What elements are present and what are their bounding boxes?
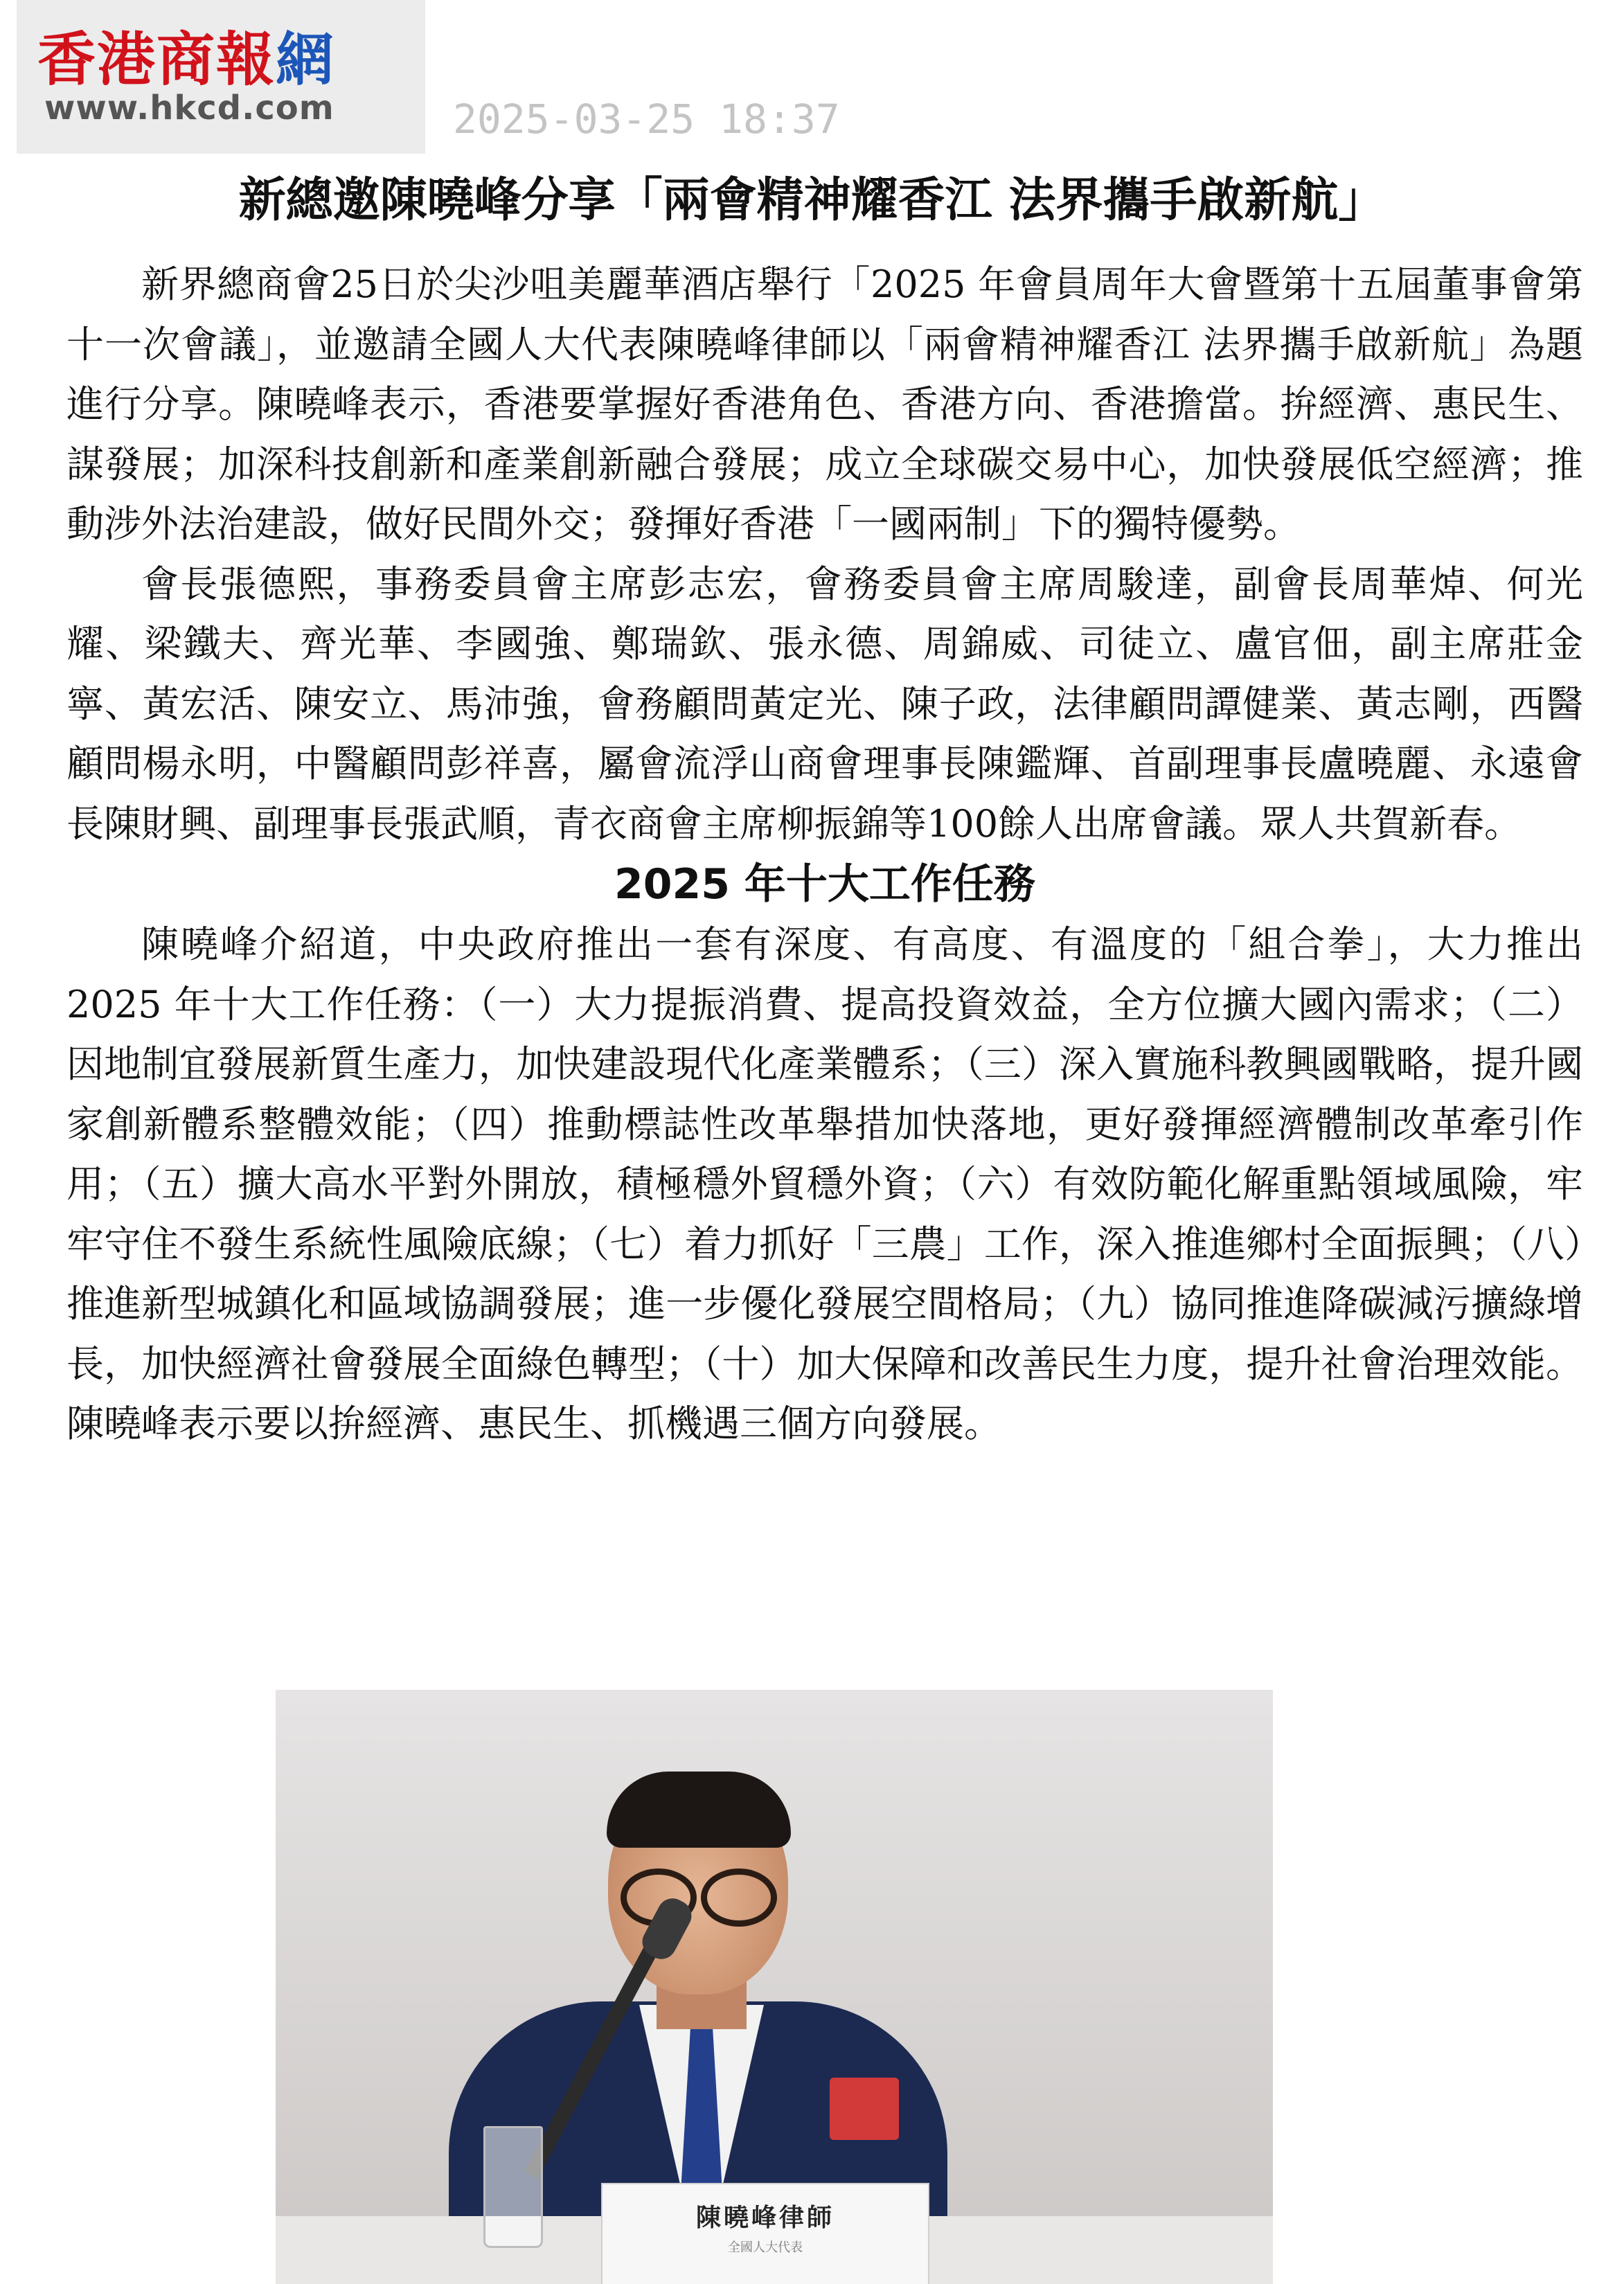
nameplate-role: 全國人大代表 bbox=[728, 2240, 803, 2255]
logo-wordmark: 香港商報網 bbox=[37, 25, 336, 93]
paragraph-1: 新界總商會25日於尖沙咀美麗華酒店舉行「2025 年會員周年大會暨第十五屆董事會第十一次會議」，並邀請全國人大代表陳曉峰律師以「兩會精神耀香江 法界攜手啟新航」為題進行分享。陳曉峰表示，香港要掌握好香港角色、香港方向、香港擔當。拚經濟、惠民生、謀發展；加深科技創新和產業創新融合發展；成立全球碳交易中心，加快發展低空經濟；推動涉外法治建設，做好民間外交；發揮好香港「一國兩制」下的獨特優勢。 bbox=[66, 262, 1583, 546]
section-subheading: 2025 年十大工作任務 bbox=[614, 860, 1035, 909]
site-logo[interactable] bbox=[17, 0, 425, 154]
article-photo bbox=[276, 1690, 1273, 2284]
photo-speaker-badge bbox=[830, 2078, 899, 2140]
paragraph-2: 會長張德熙，事務委員會主席彭志宏，會務委員會主席周駿達，副會長周華焯、何光耀、梁鐵夫、齊光華、李國強、鄭瑞欽、張永德、周錦威、司徒立、盧官佃，副主席莊金寧、黃宏活、陳安立、馬沛強，會務顧問黃定光、陳子政，法律顧問譚健業、黃志剛，西醫顧問楊永明，中醫顧問彭祥喜，屬會流浮山商會理事長陳鑑輝、首副理事長盧曉麗、永遠會長陳財興、副理事長張武順，青衣商會主席柳振錦等100餘人出席會議。眾人共賀新春。 bbox=[66, 562, 1583, 846]
photo-nameplate bbox=[601, 2183, 929, 2284]
paragraph-3: 陳曉峰介紹道，中央政府推出一套有深度、有高度、有溫度的「組合拳」，大力推出2025 年十大工作任務：（一）大力提振消費、提高投資效益，全方位擴大國內需求；（二）因地制宜發展新質生產力，加快建設現代化產業體系；（三）深入實施科教興國戰略，提升國家創新體系整體效能；（四）推動標誌性改革舉措加快落地，更好發揮經濟體制改革牽引作用；（五）擴大高水平對外開放，積極穩外貿穩外資；（六）有效防範化解重點領域風險，牢牢守住不發生系統性風險底線；（七）着力抓好「三農」工作，深入推進鄉村全面振興；（八）推進新型城鎮化和區域協調發展；進一步優化發展空間格局；（九）協同推進降碳減污擴綠增長，加快經濟社會發展全面綠色轉型；（十）加大保障和改善民生力度，提升社會治理效能。陳曉峰表示要以拚經濟、惠民生、抓機遇三個方向發展。 bbox=[66, 922, 1583, 1445]
article-title: 新總邀陳曉峰分享「兩會精神耀香江 法界攜手啟新航」 bbox=[238, 173, 1386, 228]
publish-timestamp: 2025-03-25 18:37 bbox=[453, 96, 840, 143]
nameplate-name: 陳曉峰律師 bbox=[695, 2203, 835, 2232]
logo-url: www.hkcd.com bbox=[44, 89, 334, 127]
photo-water-glass bbox=[483, 2126, 543, 2248]
article-body bbox=[66, 255, 1583, 1454]
photo-speaker-hair bbox=[607, 1772, 791, 1848]
photo-speaker-glasses bbox=[621, 1868, 776, 1917]
